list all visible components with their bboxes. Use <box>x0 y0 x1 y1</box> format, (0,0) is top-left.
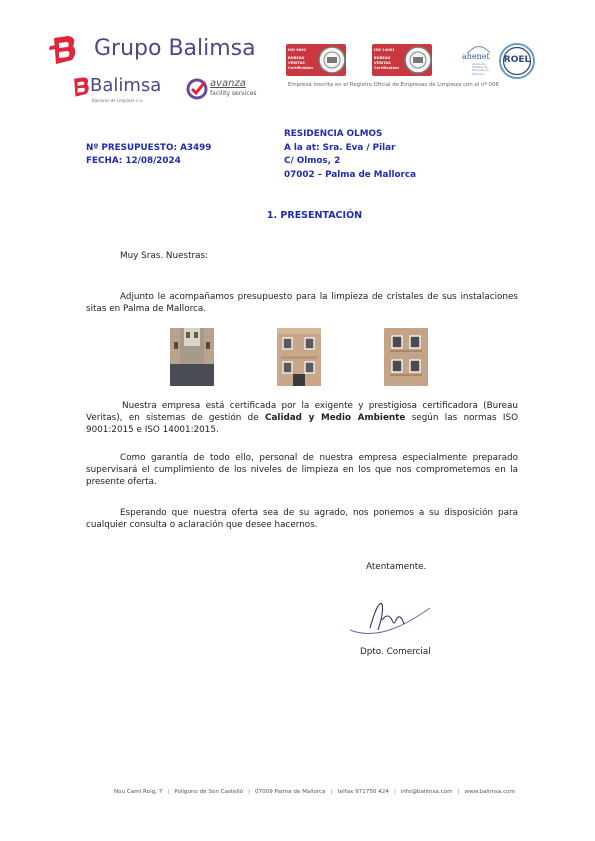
recipient-street: C/ Olmos, 2 <box>284 156 341 166</box>
signature-icon <box>340 590 440 640</box>
section-title: 1. PRESENTACIÓN <box>266 210 363 221</box>
cert1-line-1: ISO 9001 <box>288 48 307 52</box>
footer-phone: telfax 971750 424 <box>337 789 389 795</box>
registry-note: Empresa inscrita en el Registro Oficial de Empresas de Limpieza con el nº 006 <box>288 82 499 88</box>
greeting: Muy Sras. Nuestras: <box>120 251 209 261</box>
closing-salutation: Atentamente. <box>366 562 427 572</box>
recipient-name: RESIDENCIA OLMOS <box>284 129 383 139</box>
footer-email: info@balimsa.com <box>400 789 453 795</box>
avanza-tagline: facility services <box>210 90 257 97</box>
avanza-check-icon <box>186 78 208 100</box>
footer-website: www.balimsa.com <box>464 789 516 795</box>
cert1-line-2: BUREAU VERITAS <box>288 56 305 65</box>
budget-number: Nº PRESUPUESTO: A3499 <box>86 143 212 153</box>
cert2-line-2: BUREAU VERITAS <box>374 56 391 65</box>
iso-14001-certificate-badge <box>372 44 432 76</box>
brand-sub-tagline: Baleares de Limpieza s.a. <box>92 98 144 103</box>
building-photo-3 <box>384 328 428 386</box>
bureau-veritas-seal-icon <box>317 45 347 75</box>
cert1-line-3: Certification <box>288 66 313 70</box>
recipient-address <box>284 128 416 182</box>
brand-sub-name: Balimsa <box>90 75 162 96</box>
paragraph-certification <box>86 400 518 436</box>
recipient-city: 07002 – Palma de Mallorca <box>284 169 417 180</box>
balimsa-b-logo-icon <box>48 34 80 66</box>
budget-meta <box>86 142 211 168</box>
cert2-line-3: Certification <box>374 66 399 70</box>
recipient-attn: A la at: Sra. Eva / Pilar <box>284 142 396 153</box>
grupo-balimsa-logo <box>48 34 283 66</box>
brand-main-name: Grupo Balimsa <box>94 36 256 61</box>
bureau-veritas-seal-icon <box>403 45 433 75</box>
roel-name: ROEL <box>503 55 531 65</box>
cert2-line-1: ISO 14001 <box>374 48 395 52</box>
ahenet-tagline: Asociación Hotelera de Empresas de Servicios <box>472 63 489 76</box>
building-photo-1 <box>170 328 214 386</box>
iso-9001-certificate-badge <box>286 44 346 76</box>
footer-estate: Polígono de Son Castelló <box>174 789 244 795</box>
paragraph-closing: Esperando que nuestra oferta sea de su agrado, nos ponemos a su disposición para cualquier consulta o aclaración que desee hacernos. <box>86 508 518 530</box>
budget-date: FECHA: 12/08/2024 <box>86 156 181 166</box>
ahenet-logo <box>460 42 496 82</box>
department-signature: Dpto. Comercial <box>360 647 431 657</box>
avanza-logo <box>186 78 266 102</box>
balimsa-b-small-icon <box>70 76 92 98</box>
avanza-name: avanza <box>210 78 246 89</box>
p2-text-bold: Calidad y Medio Ambiente <box>265 413 406 423</box>
roel-logo <box>498 42 536 80</box>
p2-text-b: según las normas ISO 9001:2015 e ISO 14001:2015. <box>86 413 518 435</box>
p2-text-a: Nuestra empresa está certificada por la exigente y prestigiosa certificadora (Bureau Veritas), en sistemas de gestión de <box>86 401 518 423</box>
paragraph-intro: Adjunto le acompañamos presupuesto para la limpieza de cristales de sus instalaciones sitas en Palma de Mallorca. <box>86 292 518 314</box>
footer-address: Nou Camí Roig, 7 <box>113 789 163 795</box>
building-photo-2 <box>277 328 321 386</box>
ahenet-name: ahenet <box>462 52 490 61</box>
footer-city: 07009 Palma de Mallorca <box>254 789 326 795</box>
balimsa-logo <box>70 76 180 106</box>
paragraph-guarantee: Como garantía de todo ello, personal de nuestra empresa especialmente preparado supervisará el cumplimiento de los niveles de limpieza en los que nos comprometemos en la presente oferta. <box>86 453 518 487</box>
footer-contact: Nou Camí Roig, 7 | Polígono de Son Castelló | 07009 Palma de Mallorca | telfax 971750 424 | info@balimsa.com | www.balimsa.com <box>113 789 516 795</box>
